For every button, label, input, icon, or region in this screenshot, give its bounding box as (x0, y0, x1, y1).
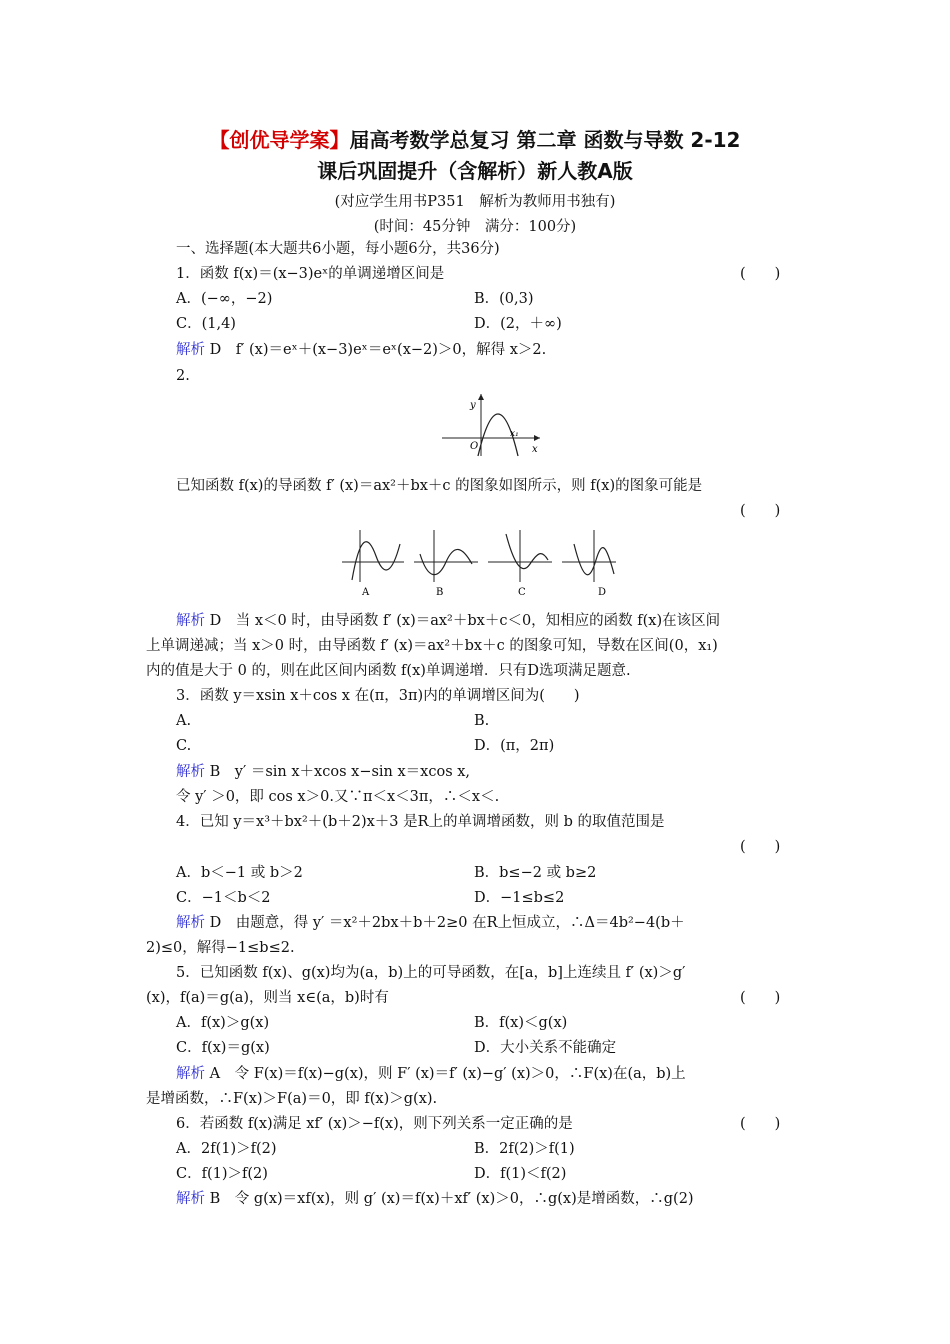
derivative-graph-figure (440, 392, 545, 458)
q3-option-c: C. (176, 738, 192, 754)
q1-option-b: B．(0,3) (474, 291, 534, 307)
q4-answer-blank: ( ) (740, 839, 781, 855)
option-label-b: B (436, 587, 444, 598)
jiexi-label: 解析 (176, 342, 205, 358)
q6-option-b: B．2f(2)＞f(1) (474, 1141, 575, 1157)
meta-source: (对应学生用书P351 解析为教师用书独有) (334, 194, 616, 210)
q4-option-a: A．b＜−1 或 b＞2 (176, 865, 303, 881)
q2-solution-text-1: D 当 x＜0 时，由导函数 f′ (x)＝ax²＋bx＋c＜0，知相应的函数 f(x)在该区间 (209, 613, 721, 629)
q4-solution-text-2: 2)≤0，解得−1≤b≤2. (146, 940, 295, 956)
q5-solution (176, 1065, 686, 1083)
q5-option-b: B．f(x)＜g(x) (474, 1015, 568, 1031)
jiexi-label: 解析 (176, 1191, 205, 1207)
q3-option-d: D．(π，2π) (474, 738, 555, 754)
q2-stem: 已知函数 f(x)的导函数 f′ (x)＝ax²＋bx＋c 的图象如图所示，则 f(x)的图象可能是 (176, 478, 703, 494)
q6-solution-text: B 令 g(x)＝xf(x)，则 g′ (x)＝f(x)＋xf′ (x)＞0，∴g(x)是增函数，∴g(2) (209, 1191, 694, 1207)
q5-stem-1: 5．已知函数 f(x)、g(x)均为(a，b)上的可导函数，在[a，b]上连续且 f′ (x)＞g′ (176, 965, 686, 981)
q1-solution (176, 341, 546, 359)
q1-stem: 1．函数 f(x)＝(x−3)eˣ的单调递增区间是 (176, 266, 445, 282)
title-brand: 【创优导学案】 (209, 128, 350, 152)
q3-solution (176, 763, 470, 781)
q3-solution-text-1: B y′ ＝sin x＋xcos x−sin x＝xcos x, (209, 764, 471, 780)
q2-solution-text-2: 上单调递减；当 x＞0 时，由导函数 f′ (x)＝ax²＋bx＋c 的图象可知，导数在区间(0，x₁) (146, 638, 718, 654)
q2-solution-text-3: 内的值是大于 0 的，则在此区间内函数 f(x)单调递增．只有D选项满足题意. (146, 663, 631, 679)
option-label-d: D (598, 587, 607, 598)
option-graph-a (342, 530, 404, 598)
q6-solution (176, 1190, 694, 1208)
document-title-line1 (110, 124, 840, 153)
q5-stem-2: (x)，f(a)＝g(a)，则当 x∈(a，b)时有 (146, 990, 389, 1006)
q1-option-a: A．(−∞，−2) (176, 291, 273, 307)
q6-stem: 6．若函数 f(x)满足 xf′ (x)＞−f(x)，则下列关系一定正确的是 (176, 1116, 573, 1132)
jiexi-label: 解析 (176, 764, 205, 780)
jiexi-label: 解析 (176, 1066, 205, 1082)
q2-solution (176, 612, 720, 630)
q1-option-c: C．(1,4) (176, 316, 236, 332)
q2-number: 2. (176, 368, 190, 384)
jiexi-label: 解析 (176, 613, 205, 629)
option-graph-b (414, 530, 478, 598)
jiexi-label: 解析 (176, 915, 205, 931)
q2-option-graphs (338, 524, 618, 598)
q4-option-d: D．−1≤b≤2 (474, 890, 565, 906)
q4-stem: 4．已知 y＝x³＋bx²＋(b＋2)x＋3 是R上的单调增函数，则 b 的取值范围是 (176, 814, 665, 830)
fig-x1-label: x₁ (510, 429, 519, 439)
q5-option-c: C．f(x)＝g(x) (176, 1040, 270, 1056)
q1-solution-text: D f′ (x)＝eˣ＋(x−3)eˣ＝eˣ(x−2)＞0，解得 x＞2. (209, 342, 547, 358)
q4-solution (176, 914, 685, 932)
q3-stem: 3．函数 y＝xsin x＋cos x 在(π，3π)内的单调增区间为( ) (176, 688, 580, 704)
q6-option-a: A．2f(1)＞f(2) (176, 1141, 277, 1157)
q1-option-d: D．(2，＋∞) (474, 316, 562, 332)
meta-time: (时间：45分钟 满分：100分) (373, 219, 577, 235)
fig-y-label: y (470, 400, 476, 411)
option-label-a: A (362, 587, 370, 598)
q4-option-b: B．b≤−2 或 b≥2 (474, 865, 597, 881)
q6-answer-blank: ( ) (740, 1116, 781, 1132)
q3-solution-text-2: 令 y′ ＞0，即 cos x＞0.又∵π＜x＜3π，∴＜x＜. (176, 789, 500, 805)
option-label-c: C (518, 587, 526, 598)
q2-answer-blank: ( ) (740, 503, 781, 519)
fig-origin-label: O (470, 441, 479, 452)
q5-option-a: A．f(x)＞g(x) (176, 1015, 270, 1031)
q5-option-d: D．大小关系不能确定 (474, 1040, 617, 1056)
q3-option-a: A. (176, 713, 192, 729)
section-heading: 一、选择题(本大题共6小题，每小题6分，共36分) (176, 241, 500, 257)
q6-option-c: C．f(1)＞f(2) (176, 1166, 268, 1182)
q5-solution-text-1: A 令 F(x)＝f(x)−g(x)，则 F′ (x)＝f′ (x)−g′ (x)＞0，∴F(x)在(a，b)上 (209, 1066, 686, 1082)
document-title-line2: 课后巩固提升（含解析）新人教A版 (317, 159, 633, 183)
title-text: 届高考数学总复习 第二章 函数与导数 2-12 (349, 128, 741, 152)
q1-answer-blank: ( ) (740, 266, 781, 282)
q5-solution-text-2: 是增函数，∴F(x)＞F(a)＝0，即 f(x)＞g(x). (146, 1091, 438, 1107)
q3-option-b: B. (474, 713, 490, 729)
fig-x-label: x (532, 444, 538, 455)
q5-answer-blank: ( ) (740, 990, 781, 1006)
q6-option-d: D．f(1)＜f(2) (474, 1166, 567, 1182)
option-graph-d (562, 530, 616, 598)
q4-option-c: C．−1＜b＜2 (176, 890, 271, 906)
option-graph-c (488, 530, 552, 598)
q4-solution-text-1: D 由题意，得 y′ ＝x²＋2bx＋b＋2≥0 在R上恒成立，∴Δ＝4b²−4(b＋ (209, 915, 685, 931)
